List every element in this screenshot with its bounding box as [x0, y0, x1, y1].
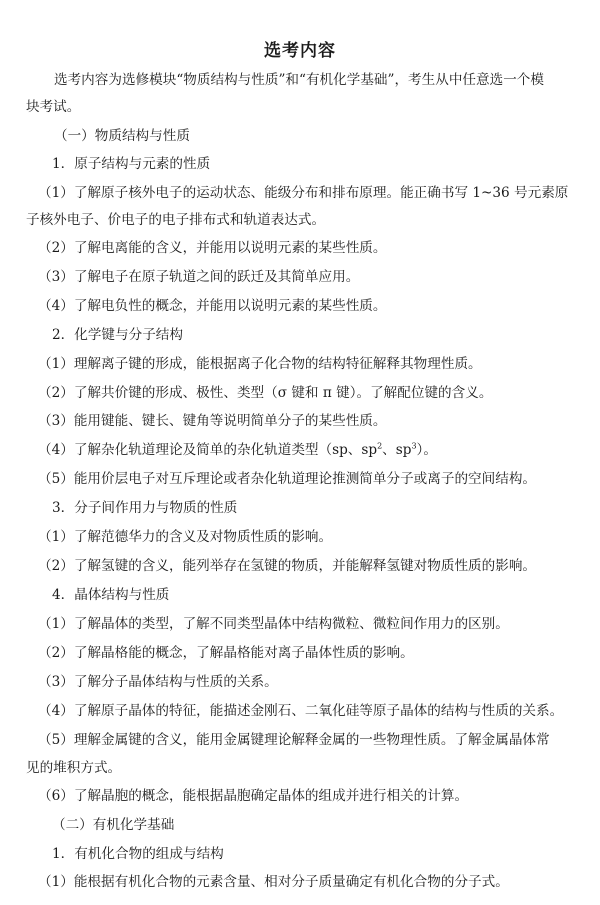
t1-heading: 1．有机化合物的组成与结构: [52, 846, 224, 862]
intro-line-2: 块考试。: [26, 99, 81, 115]
subsection-2-heading: 2．化学键与分子结构: [52, 327, 183, 343]
s4-item-3: （3）了解分子晶体结构与性质的关系。: [38, 674, 278, 690]
intro-line-1: 选考内容为选修模块“物质结构与性质”和“有机化学基础”，考生从中任意选一个模: [54, 72, 544, 88]
s4-item-5-line-1: （5）理解金属键的含义，能用金属键理论解释金属的一些物理性质。了解金属晶体常: [38, 732, 550, 748]
s4-item-2: （2）了解晶格能的概念，了解晶格能对离子晶体性质的影响。: [38, 645, 414, 661]
s2-item-3: （3）能用键能、键长、键角等说明简单分子的某些性质。: [38, 413, 387, 429]
s1-item-4: （4）了解电负性的概念，并能用以说明元素的某些性质。: [38, 298, 387, 314]
s2-item-4: [38, 440, 600, 460]
s1-item-2: （2）了解电离能的含义，并能用以说明元素的某些性质。: [38, 240, 387, 256]
superscript-2: 2: [377, 441, 383, 451]
s3-item-2: （2）了解氢键的含义，能列举存在氢键的物质，并能解释氢键对物质性质的影响。: [38, 558, 537, 574]
s2-item-4-text-c: ）。: [416, 442, 437, 458]
superscript-3: 3: [411, 441, 417, 451]
s2-item-1: （1）理解离子键的形成，能根据离子化合物的结构特征解释其物理性质。: [38, 356, 482, 372]
section-1-heading: （一）物质结构与性质: [54, 128, 190, 144]
s1-item-1-line-2: 子核外电子、价电子的电子排布式和轨道表达式。: [26, 212, 326, 228]
section-2-heading: （二）有机化学基础: [52, 817, 175, 833]
s2-item-2: （2）了解共价键的形成、极性、类型（σ 键和 π 键）。了解配位键的含义。: [38, 385, 493, 401]
s1-item-3: （3）了解电子在原子轨道之间的跃迁及其简单应用。: [38, 269, 360, 285]
s2-item-5: （5）能用价层电子对互斥理论或者杂化轨道理论推测简单分子或离子的空间结构。: [38, 471, 537, 487]
s4-item-5-line-2: 见的堆积方式。: [26, 760, 122, 776]
s4-item-6: （6）了解晶胞的概念，能根据晶胞确定晶体的组成并进行相关的计算。: [38, 788, 469, 804]
t1-item-1: （1）能根据有机化合物的元素含量、相对分子质量确定有机化合物的分子式。: [38, 874, 509, 890]
page-title: 选考内容: [264, 41, 336, 61]
subsection-4-heading: 4．晶体结构与性质: [52, 587, 170, 603]
subsection-3-heading: 3．分子间作用力与物质的性质: [52, 500, 238, 516]
s2-item-4-text-b: 、sp: [382, 442, 412, 458]
s3-item-1: （1）了解范德华力的含义及对物质性质的影响。: [38, 529, 333, 545]
subsection-1-heading: 1．原子结构与元素的性质: [52, 156, 211, 172]
s2-item-4-text-a: （4）了解杂化轨道理论及简单的杂化轨道类型（sp、sp: [38, 442, 378, 458]
s4-item-1: （1）了解晶体的类型，了解不同类型晶体中结构微粒、微粒间作用力的区别。: [38, 616, 509, 632]
s1-item-1-line-1: （1）了解原子核外电子的运动状态、能级分布和排布原理。能正确书写 1~36 号元素原: [38, 185, 569, 201]
s4-item-4: （4）了解原子晶体的特征，能描述金刚石、二氧化硅等原子晶体的结构与性质的关系。: [38, 703, 564, 719]
